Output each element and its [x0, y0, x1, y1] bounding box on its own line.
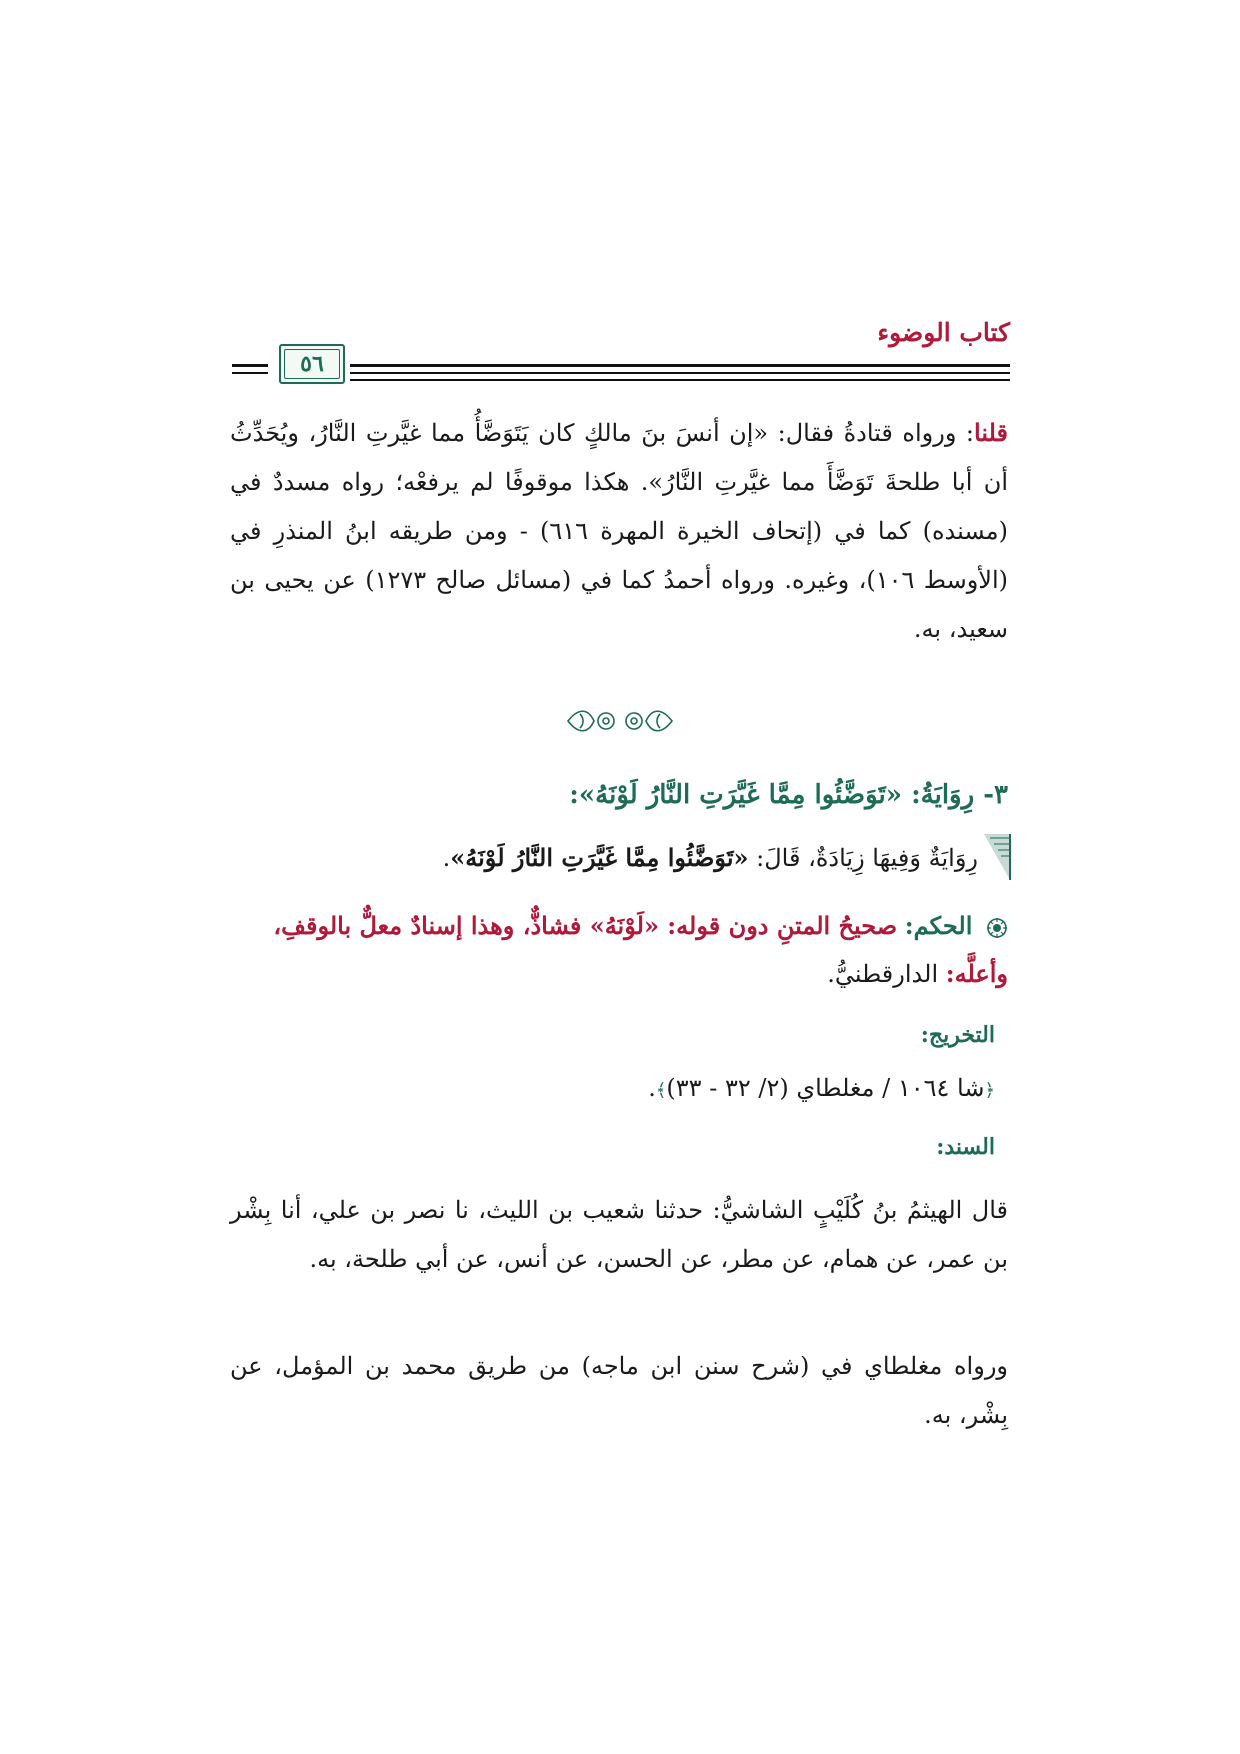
takhrij-text: شا ١٠٦٤ / مغلطاي (٢/ ٣٢ - ٣٣)	[666, 1074, 985, 1102]
takhrij-open-bracket: ﴿	[984, 1080, 995, 1101]
ruling-text: صحيحُ المتنِ دون قوله: «لَوْنَهُ» فشاذٌّ، وهذا إسنادٌ معلٌّ بالوقفِ،	[273, 911, 898, 940]
narration-suffix: .	[442, 844, 451, 872]
rosette-icon	[986, 917, 1008, 939]
header-rule-thin	[350, 372, 1010, 374]
sanad-paragraph: قال الهيثمُ بنُ كُلَيْبٍ الشاشيُّ: حدثنا شعيب بن الليث، نا نصر بن علي، أنا بِشْر بن عمر، عن همام، عن مطر، عن الحسن، عن أنس، عن أبي طلحة، به.	[230, 1196, 1008, 1273]
narration-line	[230, 832, 1008, 892]
intro-paragraph	[230, 408, 1008, 654]
header-rule-left-thin	[232, 372, 268, 374]
page-number: ٥٦	[300, 351, 324, 377]
page-header	[232, 318, 1010, 390]
book-title: كتاب الوضوء	[877, 318, 1010, 347]
corner-ornament-icon	[982, 832, 1012, 882]
header-rule-left	[232, 364, 268, 367]
intro-text: : ورواه قتادةُ فقال: «إن أنسَ بنَ مالكٍ كان يَتَوَضَّأُ مما غيَّرتِ النَّارُ، ويُحَدِّثُ أن أبا طلحةَ تَوَضَّأَ مما غيَّرتِ النَّارُ». هكذا موقوفًا لم يرفعْه؛ رواه مسددٌ في (مسنده) كما في (إتحاف الخيرة المهرة ٦١٦) - ومن طريقه ابنُ المنذرِ في (الأوسط ١٠٦)، وغيره. ورواه أحمدُ كما في (مسائل صالح ١٢٧٣) عن يحيى بن سعيد، به.	[230, 419, 1009, 643]
header-rule-thick	[350, 364, 1010, 367]
narration-prefix: رِوَايَةٌ وَفِيهَا زِيَادَةٌ، قَالَ:	[756, 844, 978, 872]
takhrij-end: .	[648, 1074, 656, 1102]
page-number-badge	[279, 344, 345, 384]
sanad-label: السند:	[936, 1134, 995, 1160]
ruling-cause-label: وأعلَّه:	[945, 959, 1008, 988]
ruling-block	[230, 902, 1008, 998]
section-number: ٣-	[983, 780, 1008, 810]
takhrij-label: التخريج:	[920, 1022, 995, 1048]
section-quote: «تَوَضَّئُوا مِمَّا غَيَّرَتِ النَّارُ لَوْنَهُ»:	[569, 780, 902, 810]
intro-lead: قلنا	[974, 418, 1008, 447]
ruling-cause-text: الدارقطنيُّ.	[827, 960, 939, 988]
flower-ornament-icon	[560, 704, 680, 738]
takhrij-line	[648, 1074, 995, 1102]
narration-quote: «تَوَضَّئُوا مِمَّا غَيَّرَتِ النَّارُ لَوْنَهُ»	[450, 843, 749, 872]
header-rule-thin-2	[350, 379, 1010, 381]
section-title	[230, 780, 1008, 810]
section-label: رِوَايَةُ:	[911, 780, 975, 810]
ruling-label: الحكم:	[904, 911, 973, 940]
closing-paragraph: ورواه مغلطاي في (شرح سنن ابن ماجه) من طريق محمد بن المؤمل، عن بِشْر، به.	[230, 1352, 1008, 1429]
takhrij-close-bracket: ﴾	[655, 1080, 667, 1101]
